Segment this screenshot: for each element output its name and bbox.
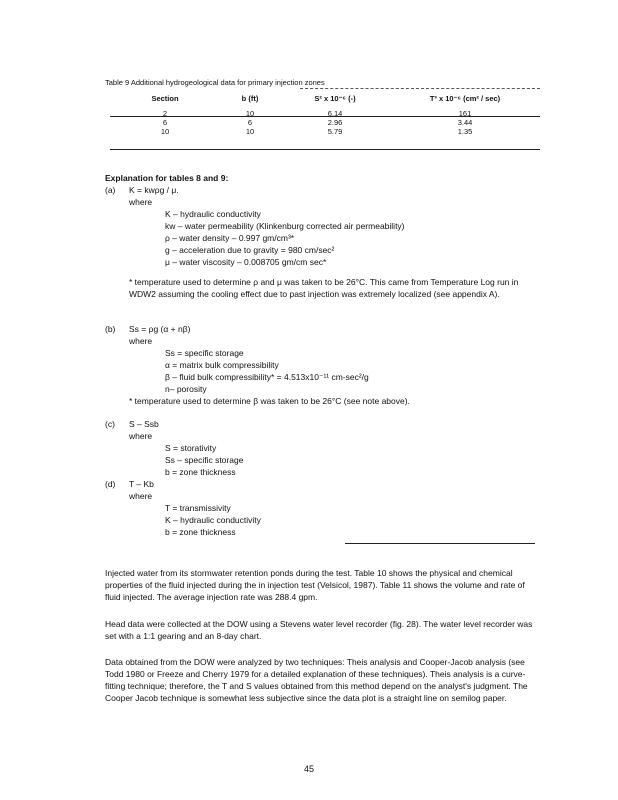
paragraph-head-data: Head data were collected at the DOW using a Stevens water level recorder (fig. 28). The water level recorder was set with a 1:1 gearing and an 8-day chart.: [105, 619, 533, 641]
item-a-label: (a): [105, 185, 116, 195]
col-header-s: S² x 10⁻⁶ (-): [314, 94, 356, 103]
cell: 6: [162, 118, 168, 127]
paragraph-injection: Injected water from its stormwater retention ponds during the test. Table 10 shows the physical and chemical properties of the fluid injected during the in injection test (Velsicol, 1987). Table 11 shows the volume and rate of fluid injected. The average injection rate was 288.4 gpm.: [105, 568, 525, 602]
cell: 10: [160, 127, 170, 136]
item-c-formula: S – Ssb: [129, 419, 159, 429]
table-bottom-rule: [110, 149, 540, 150]
table-9-title: Table 9 Additional hydrogeological data for primary injection zones: [105, 78, 325, 87]
page-number: 45: [303, 764, 314, 774]
item-b-label: (b): [105, 324, 116, 334]
table-9: [110, 94, 540, 136]
item-d-def: T = transmissivity: [165, 503, 231, 513]
cell: 6: [247, 118, 253, 127]
item-a-def: g – acceleration due to gravity = 980 cm/sec²: [165, 245, 335, 255]
item-c-def: S = storativity: [165, 443, 217, 453]
cell: 1.35: [457, 127, 473, 136]
item-b-def: α = matrix bulk compressibility: [165, 360, 279, 370]
item-a-def: K – hydraulic conductivity: [165, 209, 261, 219]
item-d-formula: T – Kb: [129, 479, 154, 489]
cell: 10: [245, 109, 255, 118]
item-c-def: Ss – specific storage: [165, 455, 244, 465]
item-a-def: ρ – water density – 0.997 gm/cm³*: [165, 233, 295, 243]
table-top-rule: [300, 88, 540, 89]
item-b-def: n– porosity: [165, 384, 207, 394]
table-header-row: [110, 94, 540, 109]
item-a-formula: K = kwρg / μ.: [129, 185, 179, 195]
cell: 6.14: [327, 109, 343, 118]
cell: 5.79: [327, 127, 343, 136]
cell: 3.44: [457, 118, 473, 127]
item-b-where: where: [129, 336, 153, 346]
item-a-def: μ – water viscosity – 0.008705 gm/cm sec*: [165, 257, 327, 267]
item-b-formula: Ss = ρg (α + nβ): [129, 324, 191, 334]
cell: 2: [162, 109, 168, 118]
cell: 2.96: [327, 118, 343, 127]
item-c-def: b = zone thickness: [165, 467, 236, 477]
item-c-where: where: [129, 431, 153, 441]
col-header-t: T³ x 10⁻⁶ (cm² / sec): [429, 94, 501, 103]
item-b-def: Ss = specific storage: [165, 348, 244, 358]
item-a-def: kw – water permeability (Klinkenburg corrected air permeability): [165, 221, 405, 231]
item-b-def: β – fluid bulk compressibility* = 4.513x10⁻¹¹ cm-sec²/g: [165, 372, 369, 382]
explanation-heading: Explanation for tables 8 and 9:: [105, 173, 229, 183]
col-header-b: b (ft): [241, 94, 259, 103]
table-row: [110, 109, 540, 118]
item-c-label: (c): [105, 419, 115, 429]
item-d-def: K – hydraulic conductivity: [165, 515, 261, 525]
cell: 10: [245, 127, 255, 136]
item-a-where: where: [129, 197, 153, 207]
table-row: [110, 118, 540, 127]
col-header-section: Section: [151, 94, 179, 103]
paragraph-analysis: Data obtained from the DOW were analyzed by two techniques: Theis analysis and Cooper-Jacob analysis (see Todd 1980 or Freeze and Cherry 1979 for a detailed explanation of these techniques). Theis analysis is a curve-fitting technique; therefore, the T and S values obtained from this method depend on the analyst's judgment. The Cooper Jacob technique is somewhat less subjective since the data plot is a straight line on semilog paper.: [105, 657, 528, 703]
cell: 161: [458, 109, 472, 118]
item-d-def: b = zone thickness: [165, 527, 236, 537]
item-d-where: where: [129, 491, 153, 501]
section-separator: [345, 543, 535, 544]
table-row: [110, 127, 540, 136]
item-d-label: (d): [105, 479, 116, 489]
item-a-note: * temperature used to determine ρ and μ was taken to be 26°C. This came from Temperature Log run in WDW2 assuming the cooling effect due to past injection was extremely localized (see appendix A).: [129, 277, 519, 299]
item-b-note: * temperature used to determine β was taken to be 26°C (see note above).: [129, 396, 410, 406]
